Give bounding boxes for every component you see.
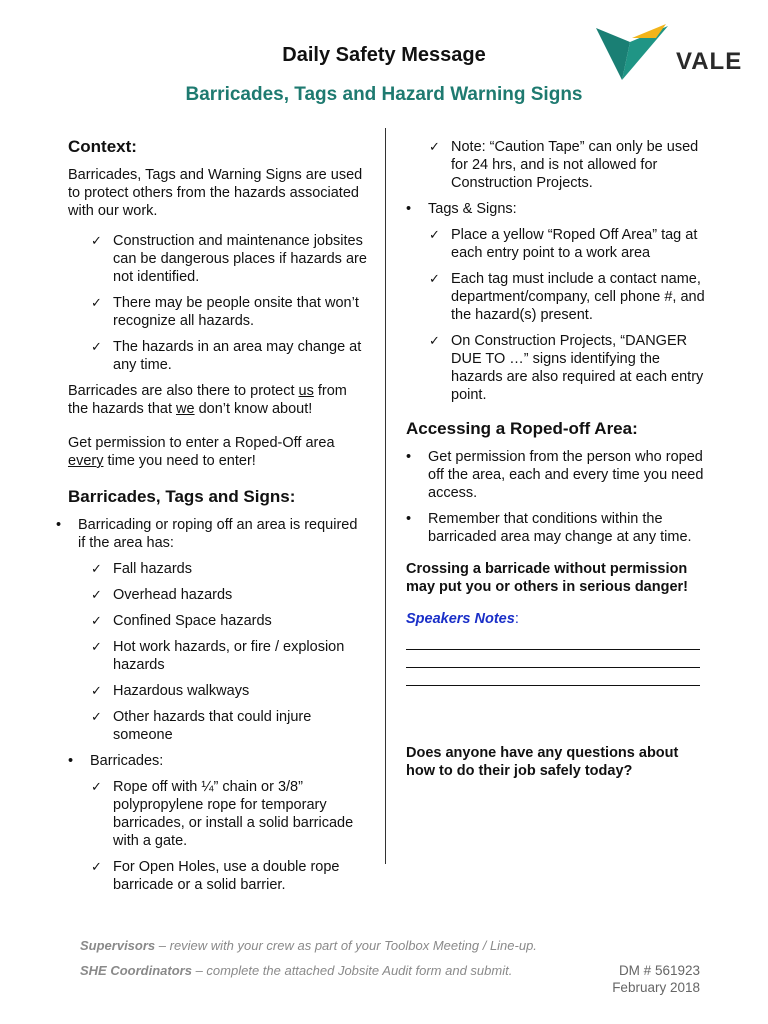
checkmark-icon: ✓ [91,233,102,248]
document-number: DM # 561923 [618,963,700,978]
checkmark-icon: ✓ [91,639,102,654]
checkmark-icon: ✓ [91,339,102,354]
checkmark-icon: ✓ [91,613,102,628]
check-item: ✓ Fall hazards [91,561,192,577]
warning-text: Crossing a barricade without permission may put you or others in serious danger! [406,561,688,595]
checkmark-icon: ✓ [429,333,440,348]
check-item: ✓ Hazardous walkways [91,683,250,699]
left-column [68,138,368,902]
permission-paragraph: Get permission to enter a Roped-Off area every time you need to enter! [68,435,335,469]
check-item: ✓ Note: “Caution Tape” can only be used for 24 hrs, and is not allowed for Construction Projects. [429,139,699,191]
bullet-item: • Get permission from the person who roped off the area, each and every time you need access. [406,448,706,502]
right-column [406,138,706,792]
check-item: ✓ Rope off with ¼” chain or 3/8” polypropylene rope for temporary barricades, or install a solid barricade with a gate. [91,779,354,849]
notes-line [406,650,700,668]
checkmark-icon: ✓ [91,683,102,698]
context-check-list [68,232,368,374]
logo-text: VALE [676,48,743,75]
check-item: ✓ For Open Holes, use a double rope barricade or a solid barrier. [91,859,340,893]
check-item: ✓ Each tag must include a contact name, department/company, cell phone #, and the hazard(s) present. [429,271,705,323]
check-item: ✓ Place a yellow “Roped Off Area” tag at each entry point to a work area [429,227,698,261]
checkmark-icon: ✓ [429,139,440,154]
checkmark-icon: ✓ [91,859,102,874]
check-item: ✓ Hot work hazards, or fire / explosion hazards [91,639,345,673]
column-divider [385,128,386,864]
barricades-bullet-list [68,752,368,770]
check-item: ✓ Construction and maintenance jobsites can be dangerous places if hazards are not identified. [91,233,367,285]
context-heading: Context: [68,137,137,156]
note-check-list [406,138,706,192]
check-item: ✓ There may be people onsite that won’t recognize all hazards. [91,295,359,329]
check-item: ✓ Confined Space hazards [91,613,272,629]
tags-check-list [406,226,706,404]
checkmark-icon: ✓ [91,779,102,794]
checkmark-icon: ✓ [91,709,102,724]
check-item: ✓ Other hazards that could injure someone [91,709,312,743]
bullet-item: • Barricades: [68,752,368,770]
bullet-item: • Tags & Signs: [406,200,706,218]
bullet-item: • Barricading or roping off an area is required if the area has: [56,516,368,552]
checkmark-icon: ✓ [429,227,440,242]
checkmark-icon: ✓ [429,271,440,286]
vale-logo [594,24,744,84]
question-text: Does anyone have any questions about how to do their job safely today? [406,745,679,779]
speakers-notes-label: Speakers Notes: [406,611,519,627]
footer-supervisors: Supervisors – review with your crew as part of your Toolbox Meeting / Line-up. [80,938,537,953]
checkmark-icon: ✓ [91,295,102,310]
page-subtitle: Barricades, Tags and Hazard Warning Signs [185,84,583,105]
protect-paragraph: Barricades are also there to protect us from the hazards that we don’t know about! [68,383,347,417]
barricades-heading: Barricades, Tags and Signs: [68,487,296,506]
checkmark-icon: ✓ [91,561,102,576]
bullet-item: • Remember that conditions within the barricaded area may change at any time. [406,510,706,546]
context-paragraph: Barricades, Tags and Warning Signs are used to protect others from the hazards associated with our work. [68,167,363,219]
footer-she-coordinators: SHE Coordinators – complete the attached Jobsite Audit form and submit. [80,963,513,978]
check-item: ✓ The hazards in an area may change at any time. [91,339,362,373]
notes-line [406,632,700,650]
document-date: February 2018 [612,980,700,995]
hazards-check-list [68,560,368,744]
barricades-list [56,516,368,552]
access-bullet-list [406,448,706,546]
access-heading: Accessing a Roped-off Area: [406,419,638,438]
page-title: Daily Safety Message [282,44,486,66]
tags-bullet-list [406,200,706,218]
checkmark-icon: ✓ [91,587,102,602]
check-item: ✓ On Construction Projects, “DANGER DUE TO …” signs identifying the hazards are also required at each entry point. [429,333,704,403]
barricade-check-list [68,778,368,894]
notes-line [406,668,700,686]
check-item: ✓ Overhead hazards [91,587,233,603]
